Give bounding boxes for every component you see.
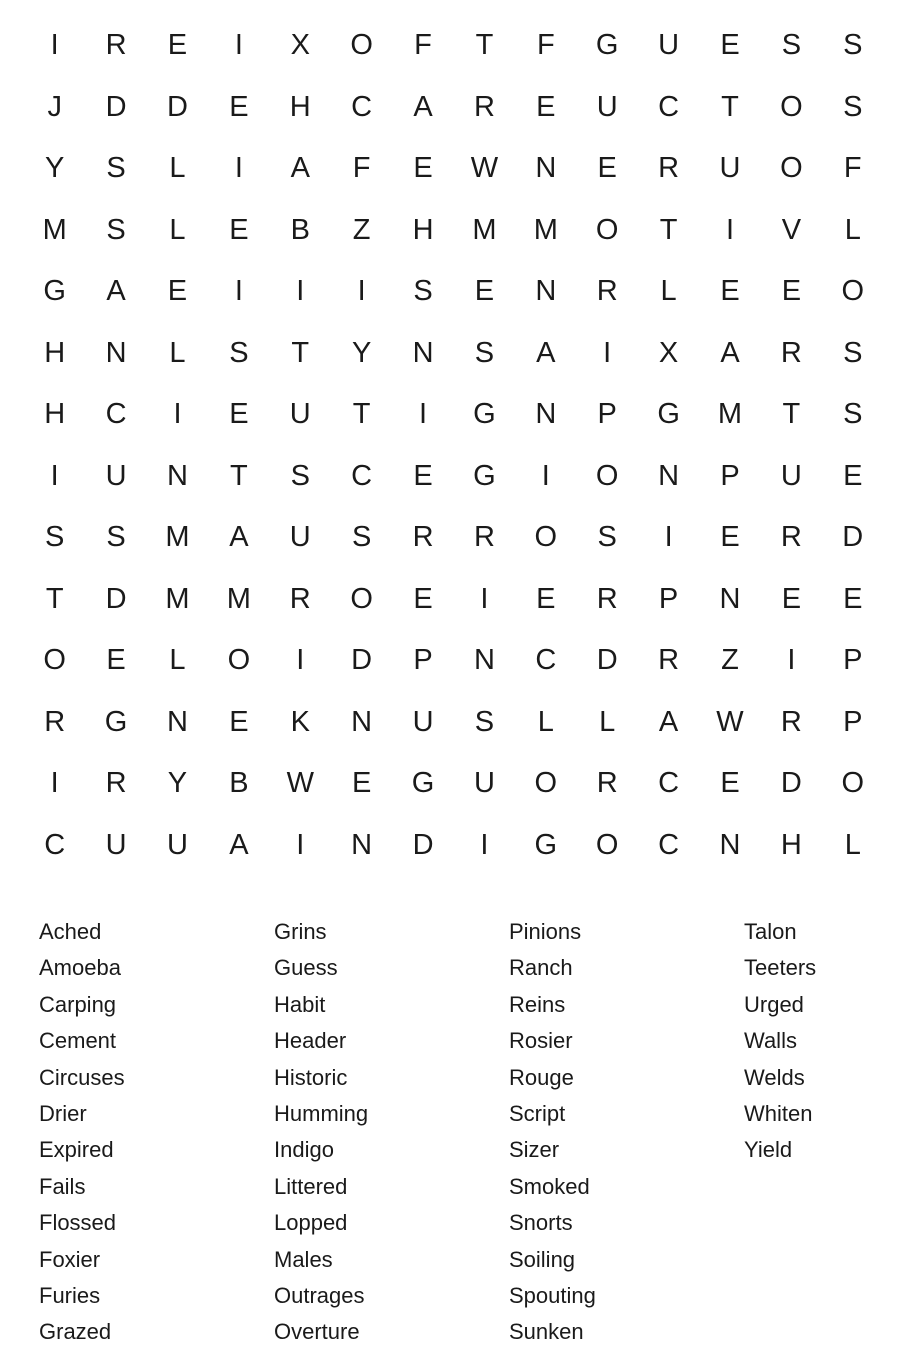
grid-cell[interactable]: M [226,582,251,615]
grid-cell[interactable]: I [173,398,182,431]
word-list-item: Circuses [39,1064,125,1090]
grid-cell[interactable]: O [534,767,558,800]
grid-cell[interactable]: S [413,275,433,308]
grid-cell[interactable]: L [537,705,554,738]
grid-cell[interactable]: R [473,521,495,554]
word-list-item: Foxier [39,1246,101,1272]
grid-cell[interactable]: H [44,336,66,369]
grid-cell[interactable]: F [843,152,862,185]
word-list-item: Furies [39,1282,101,1308]
word-list-item: Whiten [744,1100,813,1126]
grid-cell[interactable]: I [296,275,305,308]
grid-cell[interactable]: E [720,521,740,554]
grid-cell[interactable]: U [105,459,127,492]
grid-cell[interactable]: I [50,29,59,62]
grid-cell[interactable]: C [535,644,557,677]
grid-cell[interactable]: K [290,705,310,738]
word-list-item: Rosier [509,1028,573,1054]
grid-cell[interactable]: N [719,828,741,861]
grid-cell[interactable]: N [658,459,680,492]
word-list-item: Historic [274,1064,348,1090]
grid-cell[interactable]: T [659,213,678,246]
word-list-item: Grins [274,919,327,944]
grid-cell[interactable]: I [234,275,243,308]
grid-cell[interactable]: T [230,459,248,492]
word-list-column [509,914,744,1351]
grid-cell[interactable]: H [289,90,311,123]
word-list-item: Drier [39,1100,87,1126]
word-list-item: Pinions [509,919,582,944]
grid-cell[interactable]: I [50,767,59,800]
word-list-item: Sizer [509,1137,560,1163]
grid-cell[interactable]: Y [351,336,372,369]
grid-cell[interactable]: G [104,705,128,738]
grid-cell[interactable]: S [290,459,310,492]
grid-cell[interactable]: D [412,828,434,861]
word-list-item: Walls [744,1028,797,1054]
grid-cell[interactable]: I [296,828,305,861]
grid-cell[interactable]: N [167,459,188,492]
grid-cell[interactable]: A [720,336,740,369]
grid-cell[interactable]: R [105,767,127,800]
grid-cell[interactable]: C [351,459,373,492]
grid-cell[interactable]: U [412,705,434,738]
grid-cell[interactable]: R [289,582,311,615]
grid-cell[interactable]: M [165,521,190,554]
grid-cell[interactable]: R [596,275,618,308]
letter-grid [24,15,883,876]
grid-cell[interactable]: L [169,152,186,185]
word-list-item: Amoeba [39,955,121,981]
word-list-item: Carping [39,991,117,1017]
grid-cell[interactable]: E [229,398,249,431]
grid-cell[interactable]: E [229,90,249,123]
grid-cell[interactable]: S [474,705,495,738]
grid-cell[interactable]: M [165,582,190,615]
grid-cell[interactable]: S [843,29,863,62]
grid-cell[interactable]: S [106,521,126,554]
grid-cell[interactable]: I [234,29,243,62]
grid-cell[interactable]: I [296,644,305,677]
grid-cell[interactable]: R [412,521,434,554]
grid-cell[interactable]: D [105,90,127,123]
grid-cell[interactable]: I [541,459,550,492]
word-list-item: Spouting [509,1282,596,1308]
grid-cell[interactable]: R [658,644,680,677]
grid-cell[interactable]: N [535,152,557,185]
grid-cell[interactable]: E [720,275,740,308]
grid-cell[interactable]: N [351,705,373,738]
grid-cell[interactable]: W [286,767,314,800]
grid-cell[interactable]: O [350,582,373,615]
grid-cell[interactable]: U [105,828,127,861]
grid-cell[interactable]: D [167,90,188,123]
grid-cell[interactable]: C [351,90,373,123]
grid-cell[interactable]: C [105,398,127,431]
grid-cell[interactable]: D [842,521,864,554]
grid-cell[interactable]: R [105,29,127,62]
word-list-item: Grazed [39,1319,112,1345]
grid-cell[interactable]: H [44,398,66,431]
grid-cell[interactable]: N [412,336,434,369]
word-list-item: Cement [39,1028,117,1054]
grid-cell[interactable]: T [45,582,64,615]
grid-cell[interactable]: D [780,767,802,800]
grid-cell[interactable]: S [474,336,495,369]
grid-cell[interactable]: F [414,29,432,62]
grid-cell[interactable]: S [106,213,126,246]
grid-cell[interactable]: R [44,705,66,738]
grid-cell[interactable]: H [780,828,802,861]
grid-cell[interactable]: P [658,582,679,615]
grid-cell[interactable]: T [782,398,801,431]
word-list-item: Sunken [509,1319,584,1345]
grid-cell[interactable]: T [352,398,371,431]
grid-cell[interactable]: E [229,705,249,738]
grid-cell[interactable]: S [843,336,863,369]
grid-cell[interactable]: P [843,644,863,677]
grid-cell[interactable]: O [534,521,558,554]
word-list-item: Expired [39,1137,114,1163]
word-list-column [39,914,274,1351]
grid-cell[interactable]: D [105,582,127,615]
grid-cell[interactable]: L [844,828,861,861]
grid-cell[interactable]: Y [45,152,65,185]
word-list-item: Indigo [274,1137,334,1163]
grid-cell[interactable]: E [536,582,556,615]
grid-cell[interactable]: A [536,336,556,369]
grid-cell[interactable]: I [664,521,673,554]
grid-cell[interactable]: E [597,152,617,185]
grid-cell[interactable]: B [229,767,249,800]
grid-cell[interactable]: E [720,29,740,62]
grid-cell[interactable]: L [169,213,186,246]
word-list-item: Guess [274,955,338,981]
word-list-item: Lopped [274,1210,348,1236]
grid-cell[interactable]: T [721,90,739,123]
grid-cell[interactable]: J [47,90,62,123]
grid-cell[interactable]: M [717,398,743,431]
word-list-item: Ranch [509,955,573,981]
grid-cell[interactable]: G [534,828,558,861]
grid-cell[interactable]: D [351,644,373,677]
grid-cell[interactable]: U [167,828,188,861]
grid-cell[interactable]: O [350,29,373,62]
grid-cell[interactable]: L [660,275,677,308]
grid-cell[interactable]: G [473,398,496,431]
grid-cell[interactable]: P [597,398,617,431]
grid-cell[interactable]: E [781,275,802,308]
grid-cell[interactable]: A [658,705,679,738]
grid-cell[interactable]: L [169,644,186,677]
grid-cell[interactable]: E [474,275,495,308]
grid-cell[interactable]: G [411,767,435,800]
word-list-item: Header [274,1028,347,1054]
word-list-item: Ached [39,919,102,944]
word-list-item: Fails [39,1173,86,1199]
grid-cell[interactable]: C [658,767,680,800]
word-list [39,914,894,1351]
grid-cell[interactable]: G [595,29,619,62]
grid-cell[interactable]: N [351,828,373,861]
grid-cell[interactable]: A [290,152,310,185]
grid-cell[interactable]: O [780,152,803,185]
grid-cell[interactable]: A [413,90,433,123]
grid-cell[interactable]: E [720,767,740,800]
grid-cell[interactable]: N [535,275,557,308]
grid-cell[interactable]: E [843,582,863,615]
grid-cell[interactable]: E [781,582,802,615]
grid-cell[interactable]: A [229,828,249,861]
grid-cell[interactable]: E [843,459,863,492]
grid-cell[interactable]: I [603,336,612,369]
grid-cell[interactable]: G [657,398,680,431]
grid-cell[interactable]: E [413,459,433,492]
grid-cell[interactable]: L [844,213,861,246]
grid-cell[interactable]: S [597,521,617,554]
grid-cell[interactable]: T [291,336,310,369]
word-list-item: Smoked [509,1173,590,1199]
grid-cell[interactable]: I [787,644,796,677]
grid-cell[interactable]: P [413,644,433,677]
grid-cell[interactable]: O [595,828,619,861]
grid-cell[interactable]: N [535,398,557,431]
word-list-item: Littered [274,1173,348,1199]
grid-cell[interactable]: O [595,459,619,492]
grid-cell[interactable]: O [43,644,66,677]
grid-cell[interactable]: I [50,459,59,492]
grid-cell[interactable]: S [45,521,65,554]
word-list-item: Talon [744,919,797,944]
grid-cell[interactable]: W [470,152,499,185]
grid-cell[interactable]: R [596,582,618,615]
grid-cell[interactable]: S [229,336,249,369]
grid-cell[interactable]: O [595,213,619,246]
grid-cell[interactable]: A [229,521,249,554]
grid-cell[interactable]: C [658,90,680,123]
word-list-item: Yield [744,1137,793,1163]
grid-cell[interactable]: R [780,521,802,554]
word-list-item: Males [274,1246,333,1272]
grid-cell[interactable]: G [473,459,496,492]
grid-cell[interactable]: A [106,275,126,308]
grid-cell[interactable]: U [596,90,618,123]
grid-cell[interactable]: G [43,275,66,308]
grid-cell[interactable]: Z [352,213,371,246]
grid-cell[interactable]: E [167,275,188,308]
grid-cell[interactable]: S [781,29,802,62]
grid-cell[interactable]: U [473,767,495,800]
grid-cell[interactable]: E [106,644,126,677]
word-list-item: Humming [274,1100,369,1126]
grid-cell[interactable]: N [167,705,188,738]
grid-cell[interactable]: I [419,398,428,431]
word-list-item: Snorts [509,1210,573,1236]
grid-cell[interactable]: E [167,29,188,62]
grid-cell[interactable]: S [843,90,863,123]
grid-cell[interactable]: U [289,398,311,431]
grid-cell[interactable]: C [658,828,680,861]
word-list-item: Outrages [274,1282,365,1308]
grid-cell[interactable]: O [841,275,865,308]
grid-cell[interactable]: U [719,152,741,185]
grid-cell[interactable]: W [716,705,744,738]
grid-cell[interactable]: S [843,398,863,431]
word-list-item: Teeters [744,955,817,981]
grid-cell[interactable]: S [106,152,126,185]
grid-cell[interactable]: N [719,582,741,615]
grid-cell[interactable]: B [290,213,310,246]
grid-cell[interactable]: R [658,152,680,185]
grid-cell[interactable]: F [352,152,371,185]
grid-cell[interactable]: T [475,29,494,62]
grid-cell[interactable]: I [480,582,489,615]
grid-cell[interactable]: U [289,521,311,554]
grid-cell[interactable]: L [599,705,616,738]
grid-cell[interactable]: R [780,336,802,369]
grid-cell[interactable]: N [473,644,495,677]
grid-cell[interactable]: M [42,213,67,246]
grid-cell[interactable]: E [413,582,433,615]
word-list-column [274,914,509,1351]
grid-cell[interactable]: D [596,644,618,677]
grid-cell[interactable]: O [780,90,803,123]
word-list-item: Rouge [509,1064,574,1090]
grid-cell[interactable]: I [725,213,735,246]
word-list-item: Urged [744,991,804,1017]
grid-cell[interactable]: E [536,90,556,123]
grid-cell[interactable]: E [351,767,372,800]
grid-cell[interactable]: U [780,459,802,492]
grid-cell[interactable]: R [473,90,495,123]
word-list-item: Reins [509,991,566,1017]
word-list-item: Flossed [39,1210,117,1236]
grid-cell[interactable]: O [227,644,251,677]
grid-cell[interactable]: L [169,336,186,369]
grid-cell[interactable]: R [780,705,802,738]
grid-cell[interactable]: X [290,29,310,62]
word-list-item: Welds [744,1064,805,1090]
grid-cell[interactable]: V [781,213,802,246]
grid-cell[interactable]: N [105,336,127,369]
grid-cell[interactable]: F [536,29,555,62]
grid-cell[interactable]: M [533,213,558,246]
grid-cell[interactable]: I [234,152,243,185]
grid-cell[interactable]: M [472,213,497,246]
word-list-item: Overture [274,1319,360,1345]
grid-cell[interactable]: C [44,828,66,861]
grid-cell[interactable]: I [357,275,366,308]
word-list-item: Habit [274,991,326,1017]
grid-cell[interactable]: Y [167,767,188,800]
word-list-item: Script [509,1100,566,1126]
grid-cell[interactable]: Z [721,644,739,677]
word-list-column [744,914,894,1351]
grid-cell[interactable]: O [841,767,865,800]
grid-cell[interactable]: S [351,521,372,554]
grid-cell[interactable]: R [596,767,618,800]
grid-cell[interactable]: E [413,152,433,185]
grid-cell[interactable]: P [720,459,740,492]
grid-cell[interactable]: P [843,705,863,738]
grid-cell[interactable]: E [229,213,249,246]
grid-cell[interactable]: I [480,828,489,861]
grid-cell[interactable]: H [412,213,434,246]
grid-cell[interactable]: U [658,29,680,62]
grid-cell[interactable]: X [658,336,679,369]
word-list-item: Soiling [509,1246,576,1272]
